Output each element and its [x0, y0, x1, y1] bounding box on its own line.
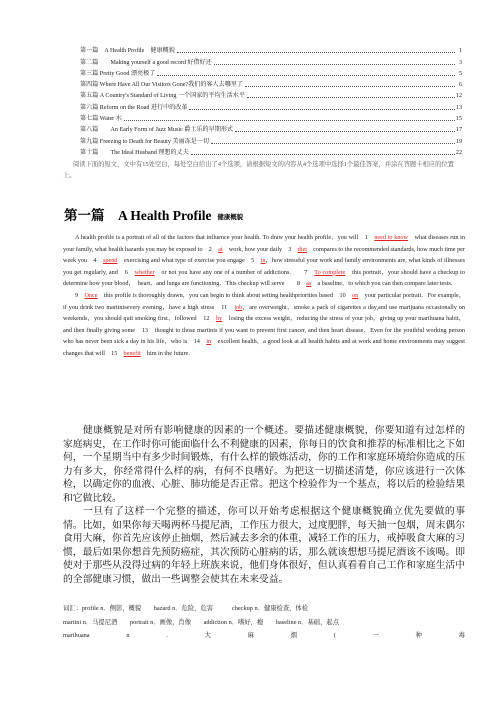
- section-heading: [64, 204, 243, 224]
- toc-entry[interactable]: [80, 146, 462, 157]
- toc-entry-title: 第七篇 Water 水: [80, 116, 122, 123]
- passage-text: compares to the recommended standards, how much time per week you 4: [63, 245, 465, 265]
- toc-entry[interactable]: [80, 78, 462, 89]
- passage-text: ，are overweight，smoke a pack of cigarettes a day,and use marijuana occasionally on weekends，you should quit smoking first，followed 12: [63, 303, 465, 323]
- passage-text: this profile is thoroughly drawn，you can begin to think about setting healthpriorities based 10: [97, 291, 353, 299]
- toc-entry-title: 第十篇 The Ideal Husband 理想的丈夫: [80, 149, 189, 156]
- passage: [63, 232, 465, 360]
- toc-entry-page: 19: [455, 138, 462, 145]
- passage-text: A health profile is a portrait of all of the factors that influence your health. To draw your health profile，you will 1: [75, 234, 375, 241]
- translation-paragraph-1: 健康概貌是对所有影响健康的因素的一个概述。要描述健康概貌，你要知道有过怎样的家庭病史，在工作时你可能面临什么不利健康的因素，你每日的饮食和推荐的标准相比之下如何，一个星期当中有多少时间锻炼，有什么样的锻炼活动，你的工作和家庭环境给你造成的压力有多大，你经常得什么样的病，有何不良嗜好。为把这一切描述清楚，你应该进行一次体检，以确定你的血液、心脏、肺功能是否正常。把这个检验作为一个基点，将以后的检验结果和它做比较。: [63, 425, 465, 504]
- passage-text: him in the future．: [140, 349, 195, 357]
- toc-entry-title: 第一篇 A Health Profile 健康概貌: [80, 48, 175, 55]
- toc-entry-title: 第六篇 Reform on the Road 进行中的改革: [80, 104, 188, 111]
- toc-entry-title: 第九篇 Freezing to Death for Beauty 美丽冻是一切: [80, 138, 209, 145]
- vocab-token: (: [333, 632, 336, 639]
- vocab-row-3: [63, 629, 465, 643]
- passage-text: your particular portrait．For example，if you drink two martinisevery evening，have a high stress 11: [63, 291, 466, 311]
- toc-entry[interactable]: [80, 123, 462, 134]
- toc-entry-page: 3: [458, 59, 462, 66]
- vocab-row-2: martini n．马提尼酒 portrait n．画像，肖像 addiction n．嗜好，瘾 baseline n．基础，起点: [63, 618, 339, 626]
- toc-leader-dots: [189, 109, 454, 110]
- toc-entry-page: 17: [455, 127, 462, 134]
- toc-entry-page: 1: [458, 48, 462, 55]
- passage-text: or not you have any one of a number of addictions. 7: [154, 268, 315, 276]
- vocab-token: marihuana: [63, 632, 90, 639]
- vocab-token: 大: [204, 632, 211, 639]
- answer-blank: on: [352, 291, 359, 299]
- vocab-token: n: [126, 632, 130, 639]
- translation-paragraph-2: 一旦有了这样一个完整的描述，你可以开始考虑根据这个健康概貌确立优先要做的事情。比如，如果你每天喝两杯马提尼酒，工作压力很大，过度肥胖，每天抽一包烟，周末偶尔食用大麻，你首先应该停止抽烟，然后减去多余的体重，减轻工作的压力，戒掉吸食大麻的习惯，最后如果你想首先预防癌症，其次预防心脏病的话，那么就该想想马提尼酒该不该喝。即使对于那些从没得过病的年轻上班族来说，他们身体很好，但认真看看自己工作和家庭生活中的全部健康习惯，做出一些调整会使其在未来受益。: [63, 506, 465, 585]
- toc-leader-dots: [235, 131, 455, 132]
- toc-leader-dots: [214, 64, 455, 65]
- toc-entry-title: 第八篇 An Early Form of Jazz Music 爵士乐的早期形式: [80, 127, 234, 134]
- passage-text: what diseases run in your family, what health hazards you may be exposed to 2: [63, 234, 465, 253]
- toc-entry-title: 第三篇 Pretty Good 漂亮极了: [80, 70, 156, 77]
- toc-entry[interactable]: [80, 100, 462, 111]
- answer-blank: in: [206, 338, 212, 346]
- passage-paragraph-2: [63, 290, 465, 360]
- toc-leader-dots: [211, 143, 455, 144]
- answer-blank: at: [218, 245, 223, 253]
- answer-blank: job: [234, 303, 243, 311]
- toc-entry[interactable]: [80, 134, 462, 145]
- vocab-token: .: [166, 632, 168, 639]
- toc-entry[interactable]: [80, 112, 462, 123]
- table-of-contents: [80, 44, 462, 157]
- answer-blank: as: [306, 280, 312, 288]
- toc-entry-page: 6: [458, 82, 462, 89]
- toc-entry-title: 第五篇 A Country's Standard of Living 一个国家的平均生活水平: [80, 93, 245, 100]
- vocab-token: 麻: [247, 632, 254, 639]
- passage-text: work, how your daily 3: [222, 245, 298, 253]
- toc-leader-dots: [124, 120, 455, 121]
- toc-entry-page: 13: [455, 104, 462, 111]
- vocab-token: 烟: [290, 632, 297, 639]
- passage-text: 9: [75, 291, 85, 299]
- toc-entry[interactable]: [80, 89, 462, 100]
- passage-text: ，how stressful your work and family environments are, what kinds of illnesses you get regularly, and 6: [63, 257, 465, 276]
- answer-blank: benefit: [123, 349, 141, 357]
- answer-blank: To complete: [314, 268, 346, 276]
- toc-leader-dots: [245, 86, 455, 87]
- toc-entry[interactable]: [80, 67, 462, 78]
- section-heading-en: 第一篇 A Health Profile: [64, 208, 212, 223]
- answer-blank: spend: [102, 257, 118, 265]
- passage-text: excellent health，a good look at all health habits and at work and home environments may suggest changes that will 15: [63, 338, 465, 357]
- answer-blank: by: [216, 315, 223, 323]
- toc-entry-page: 15: [455, 116, 462, 123]
- toc-entry-title: 第二篇 Making yourself a good record 好借好还: [80, 59, 212, 66]
- passage-text: a baseline，to which you can then compare later tests．: [311, 280, 457, 288]
- toc-leader-dots: [177, 52, 455, 53]
- toc-leader-dots: [191, 154, 455, 155]
- toc-leader-dots: [247, 97, 455, 98]
- passage-text: this portrait，your should have a checkup to determine how your blood， heart，and lungs are functioning．This checkup will serve 8: [63, 268, 465, 288]
- vocab-token: 毒: [458, 632, 465, 639]
- answer-blank: whether: [134, 268, 155, 276]
- toc-entry-title: 第四篇 Where Have All Our Visitors Gone?我们的客人去哪里了: [80, 82, 244, 89]
- toc-entry-page: 12: [455, 93, 462, 100]
- toc-entry[interactable]: [80, 55, 462, 66]
- answer-blank: in: [260, 257, 266, 265]
- chinese-translation: [63, 424, 465, 586]
- passage-paragraph-1: [63, 232, 465, 290]
- toc-entry[interactable]: [80, 44, 462, 55]
- directions-text: 阅读下面的短文，文中有15处空白，每处空白给出了4个选项，请根据短文的内容从4个选项中选择1个最佳答案，并涂在答题卡相应的位置上。: [63, 161, 454, 179]
- toc-entry-page: 5: [458, 70, 462, 77]
- vocab-token: 种: [415, 632, 422, 639]
- vocab-row-1: 词汇：profile n．侧影，概貌 hazard n．危险，危害 checkup n．健康检查，体检: [63, 605, 309, 612]
- answer-blank: Once: [84, 291, 98, 299]
- vocabulary-list: [63, 602, 465, 643]
- answer-blank: diet: [297, 245, 307, 253]
- section-heading-cn: 健康概貌: [217, 214, 244, 222]
- passage-text: losing the excess weight，reducing the stress of your job，giving up your marihuana habit，and then finally giving some 13 thought to those martinis if you want to prevent first cancer, and then heart disease．Even for the youthful working person who has never been sick a day in his life，who is 14: [63, 315, 465, 346]
- answer-blank: need to know: [374, 234, 408, 241]
- vocab-token: 一: [372, 632, 379, 639]
- toc-entry-page: 22: [455, 149, 462, 156]
- toc-leader-dots: [157, 75, 455, 76]
- passage-text: exercising and what type of exercise you engage 5: [117, 257, 261, 265]
